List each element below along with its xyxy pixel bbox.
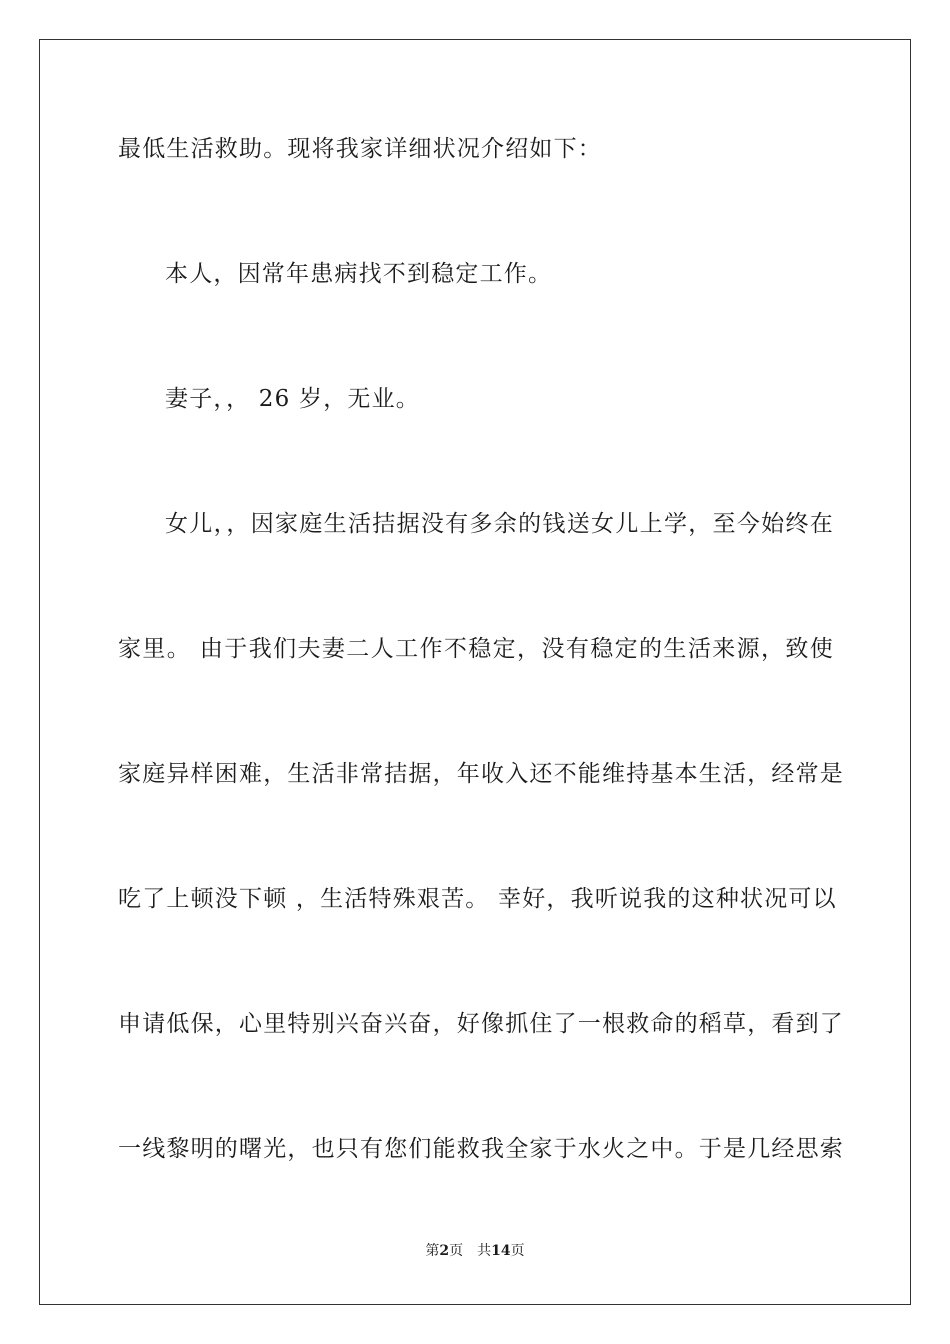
footer-total-pages: 14 <box>491 1243 511 1259</box>
text-line-9: 一线黎明的曙光，也只有您们能救我全家于水火之中。于是几经思索 <box>118 1136 844 1162</box>
text-line-1: 最低生活救助。现将我家详细状况介绍如下： <box>118 136 602 162</box>
text-line-8: 申请低保，心里特别兴奋兴奋，好像抓住了一根救命的稻草，看到了 <box>118 1011 844 1037</box>
page-footer <box>0 1242 950 1260</box>
text-line-6: 家庭异样困难，生活非常拮据，年收入还不能维持基本生活，经常是 <box>118 761 844 787</box>
footer-page-number: 2 <box>439 1243 450 1259</box>
text-line-5: 家里。 由于我们夫妻二人工作不稳定，没有稳定的生活来源，致使 <box>118 636 834 662</box>
footer-total-suffix: 页 <box>510 1243 525 1259</box>
footer-prefix: 第 <box>425 1243 440 1259</box>
text-line-2: 本人，因常年患病找不到稳定工作。 <box>165 261 553 287</box>
text-line-4: 女儿，，因家庭生活拮据没有多余的钱送女儿上学，至今始终在 <box>165 511 834 537</box>
text-line-3: 妻子，， 26 岁，无业。 <box>165 386 420 412</box>
page-frame <box>39 39 911 1305</box>
footer-page-suffix: 页 <box>449 1243 464 1259</box>
footer-total-prefix: 共 <box>477 1243 492 1259</box>
text-line-7: 吃了上顿没下顿 ，生活特殊艰苦。 幸好，我听说我的这种状况可以 <box>118 886 837 912</box>
